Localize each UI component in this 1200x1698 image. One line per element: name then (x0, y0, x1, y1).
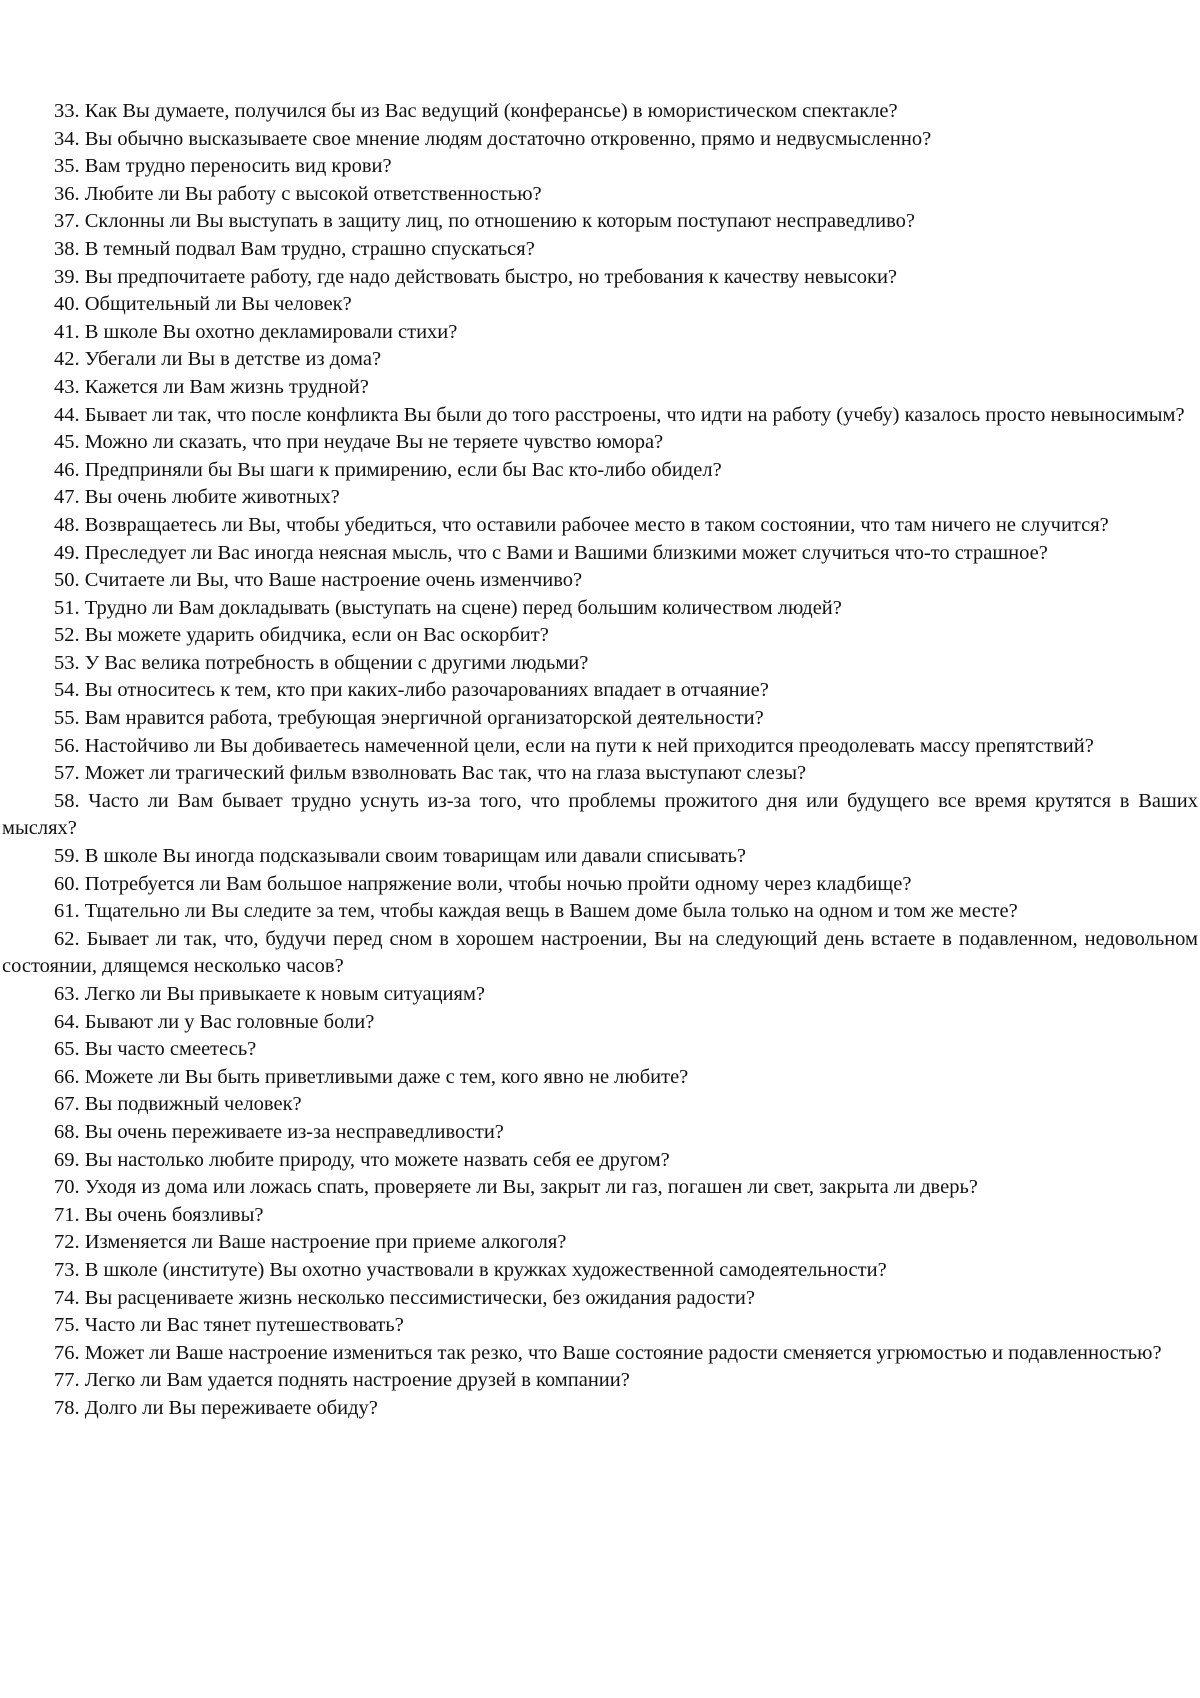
question-item: 44. Бывает ли так, что после конфликта Вы были до того расстроены, что идти на работу (учебу) казалось просто невыносимым? (54, 403, 1185, 426)
question-item: 76. Может ли Ваше настроение измениться так резко, что Ваше состояние радости сменяется угрюмостью и подавленностью? (54, 1341, 1162, 1364)
question-item: 60. Потребуется ли Вам большое напряжение воли, чтобы ночью пройти одному через кладбище? (54, 872, 912, 895)
question-item: 56. Настойчиво ли Вы добиваетесь намеченной цели, если на пути к ней приходится преодолевать массу препятствий? (54, 734, 1094, 757)
question-item: 35. Вам трудно переносить вид крови? (54, 155, 392, 178)
question-item: 54. Вы относитесь к тем, кто при каких-либо разочарованиях впадает в отчаяние? (54, 679, 769, 702)
question-item: 45. Можно ли сказать, что при неудаче Вы не теряете чувство юмора? (54, 431, 664, 454)
question-item: 40. Общительный ли Вы человек? (54, 293, 352, 316)
question-item: 50. Считаете ли Вы, что Ваше настроение очень изменчиво? (54, 569, 583, 592)
question-item: 69. Вы настолько любите природу, что можете назвать себя ее другом? (54, 1148, 670, 1171)
question-item: 77. Легко ли Вам удается поднять настроение друзей в компании? (54, 1369, 630, 1392)
question-item: 37. Склонны ли Вы выступать в защиту лиц, по отношению к которым поступают несправедливо? (54, 210, 915, 233)
question-item: 46. Предприняли бы Вы шаги к примирению, если бы Вас кто-либо обидел? (54, 458, 722, 481)
question-item: 39. Вы предпочитаете работу, где надо действовать быстро, но требования к качеству невысоки? (54, 265, 898, 288)
question-item: 34. Вы обычно высказываете свое мнение людям достаточно откровенно, прямо и недвусмысленно? (54, 127, 932, 150)
question-item: 73. В школе (институте) Вы охотно участвовали в кружках художественной самодеятельности? (54, 1258, 887, 1281)
question-item: 33. Как Вы думаете, получился бы из Вас ведущий (конферансье) в юмористическом спектакле? (54, 100, 898, 122)
question-item: 71. Вы очень боязливы? (54, 1203, 264, 1226)
question-item: 42. Убегали ли Вы в детстве из дома? (54, 348, 382, 371)
question-item: 62. Бывает ли так, что, будучи перед сном в хорошем настроении, Вы на следующий день встаете в подавленном, недовольном состоянии, длящемся несколько часов? (2, 927, 1198, 978)
question-item: 49. Преследует ли Вас иногда неясная мысль, что с Вами и Вашими близкими может случиться что-то страшное? (54, 541, 1048, 564)
question-item: 51. Трудно ли Вам докладывать (выступать на сцене) перед большим количеством людей? (54, 596, 842, 619)
question-item: 55. Вам нравится работа, требующая энергичной организаторской деятельности? (54, 707, 764, 730)
question-item: 48. Возвращаетесь ли Вы, чтобы убедиться, что оставили рабочее место в таком состоянии, что там ничего не случится? (54, 513, 1109, 536)
question-item: 61. Тщательно ли Вы следите за тем, чтобы каждая вещь в Вашем доме была только на одном и том же месте? (54, 900, 1018, 923)
question-item: 38. В темный подвал Вам трудно, страшно спускаться? (54, 237, 535, 260)
question-item: 59. В школе Вы иногда подсказывали своим товарищам или давали списывать? (54, 845, 747, 868)
question-item: 65. Вы часто смеетесь? (54, 1038, 257, 1061)
question-item: 66. Можете ли Вы быть приветливыми даже с тем, кого явно не любите? (54, 1065, 689, 1088)
question-item: 57. Может ли трагический фильм взволновать Вас так, что на глаза выступают слезы? (54, 762, 807, 785)
question-item: 41. В школе Вы охотно декламировали стихи? (54, 320, 458, 343)
question-item: 63. Легко ли Вы привыкаете к новым ситуациям? (54, 983, 486, 1005)
question-item: 64. Бывают ли у Вас головные боли? (54, 1010, 375, 1033)
question-item: 78. Долго ли Вы переживаете обиду? (54, 1396, 378, 1419)
question-item: 36. Любите ли Вы работу с высокой ответственностью? (54, 182, 542, 205)
question-item: 72. Изменяется ли Ваше настроение при приеме алкоголя? (54, 1231, 567, 1254)
question-item: 43. Кажется ли Вам жизнь трудной? (54, 375, 369, 398)
question-item: 67. Вы подвижный человек? (54, 1093, 302, 1116)
question-item: 52. Вы можете ударить обидчика, если он Вас оскорбит? (54, 624, 549, 647)
question-item: 75. Часто ли Вас тянет путешествовать? (54, 1314, 404, 1337)
question-item: 74. Вы расцениваете жизнь несколько пессимистически, без ожидания радости? (54, 1286, 755, 1309)
question-item: 53. У Вас велика потребность в общении с другими людьми? (54, 651, 589, 674)
question-list (2, 98, 1198, 1423)
question-item: 70. Уходя из дома или ложась спать, проверяете ли Вы, закрыт ли газ, погашен ли свет, закрыта ли дверь? (54, 1176, 978, 1199)
question-item: 68. Вы очень переживаете из-за несправедливости? (54, 1120, 504, 1143)
question-item: 58. Часто ли Вам бывает трудно уснуть из-за того, что проблемы прожитого дня или будущего все время крутятся в Ваших мыслях? (2, 789, 1198, 840)
question-item: 47. Вы очень любите животных? (54, 486, 340, 509)
